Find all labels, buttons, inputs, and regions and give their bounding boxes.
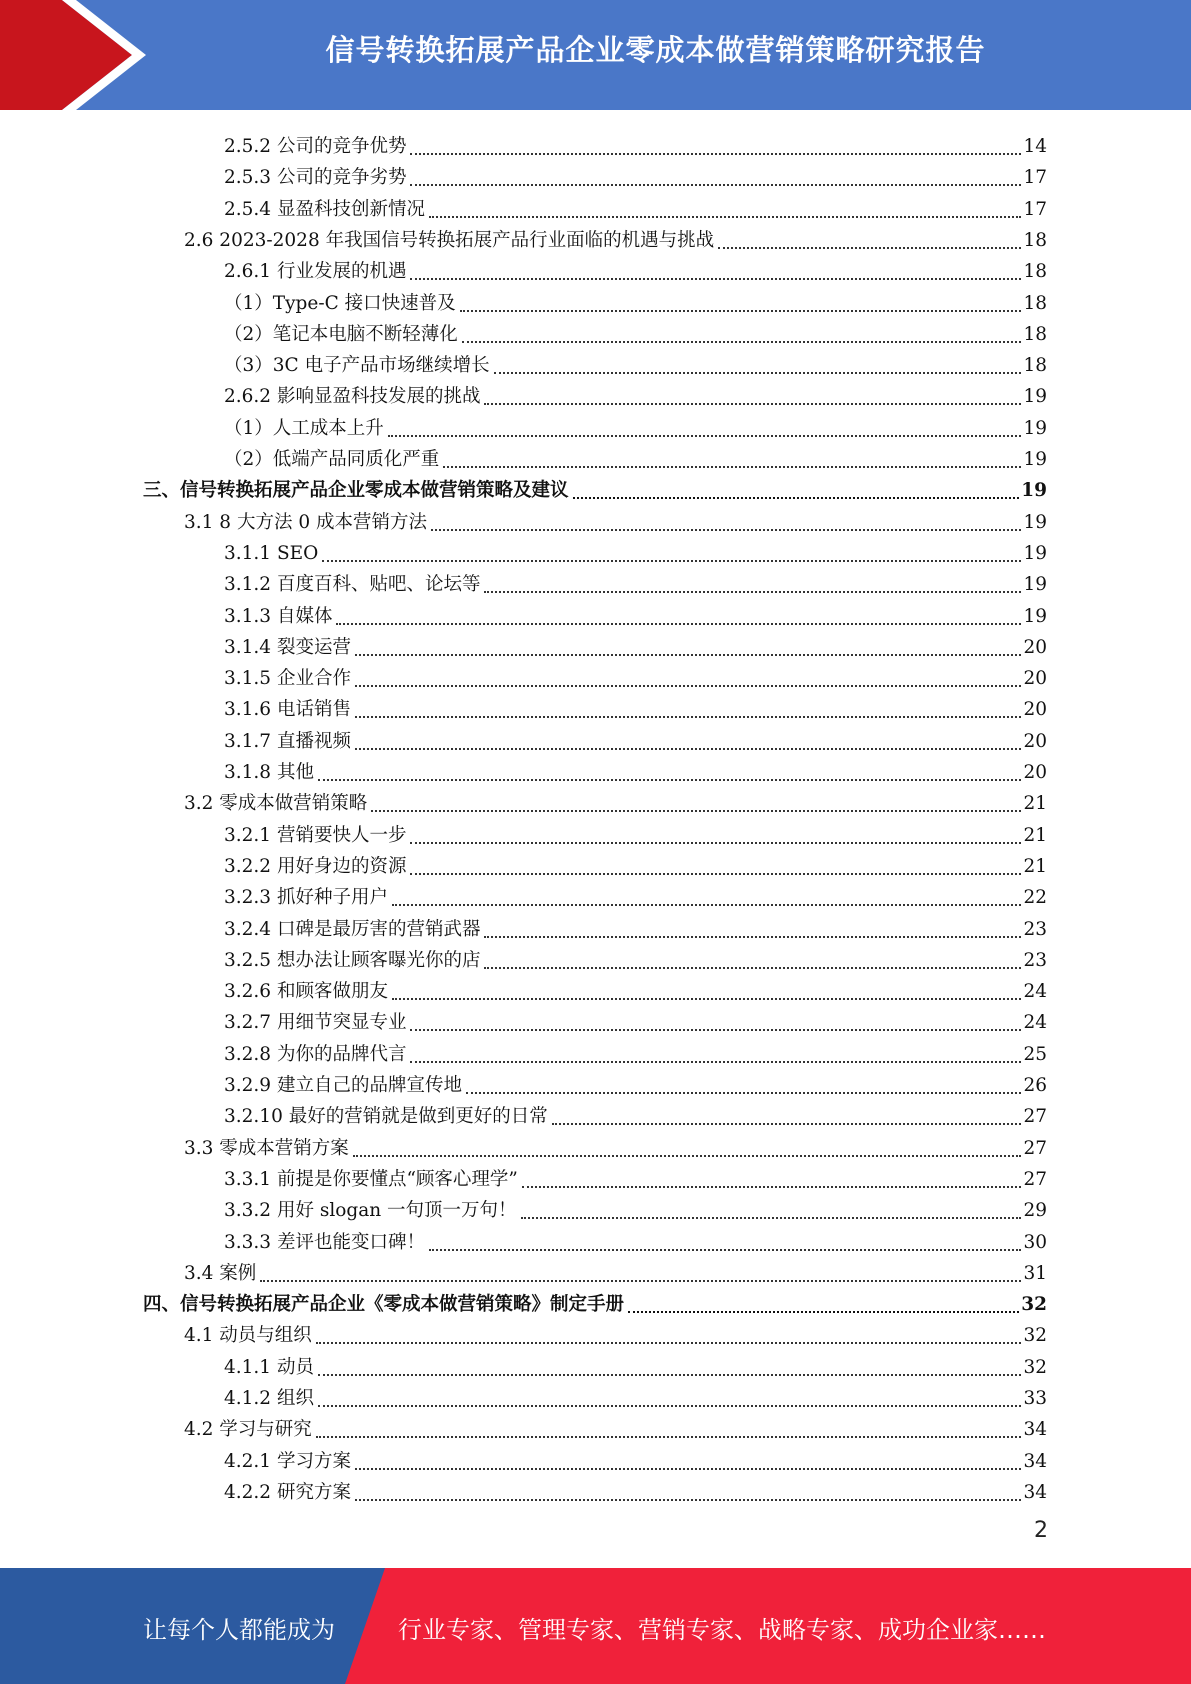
toc-entry-title: 3.2.4 口碑是最厉害的营销武器	[224, 918, 481, 940]
toc-entry[interactable]	[224, 754, 1047, 785]
toc-entry[interactable]	[224, 942, 1047, 973]
toc-entry[interactable]	[143, 472, 1047, 503]
toc-entry-page: 17	[1023, 167, 1047, 189]
toc-entry-title: 2.6 2023-2028 年我国信号转换拓展产品行业面临的机遇与挑战	[184, 229, 715, 251]
toc-leader-dots	[355, 653, 1022, 656]
toc-entry[interactable]	[224, 660, 1047, 691]
toc-entry[interactable]	[224, 691, 1047, 722]
toc-entry-page: 23	[1023, 918, 1047, 940]
toc-entry-page: 19	[1023, 449, 1047, 470]
toc-entry-page: 19	[1023, 386, 1047, 408]
toc-entry[interactable]	[224, 410, 1047, 441]
toc-entry-title: 3.1 8 大方法 0 成本营销方法	[184, 511, 427, 533]
toc-entry[interactable]	[224, 285, 1047, 316]
toc-entry-title: 4.2 学习与研究	[184, 1419, 312, 1441]
toc-leader-dots	[484, 402, 1021, 405]
toc-entry[interactable]	[224, 1224, 1047, 1255]
toc-leader-dots	[410, 183, 1021, 186]
toc-leader-dots	[318, 1404, 1022, 1407]
toc-entry-page: 22	[1023, 887, 1047, 909]
toc-leader-dots	[355, 684, 1022, 687]
toc-entry[interactable]	[184, 1130, 1047, 1161]
toc-entry-title: 3.1.1 SEO	[224, 542, 319, 564]
toc-leader-dots	[388, 434, 1022, 437]
toc-entry-page: 18	[1023, 323, 1047, 345]
toc-leader-dots	[484, 590, 1021, 593]
toc-leader-dots	[460, 309, 1022, 312]
toc-entry-title: 3.1.4 裂变运营	[224, 636, 351, 658]
toc-leader-dots	[410, 277, 1021, 280]
toc-entry[interactable]	[224, 378, 1047, 409]
toc-leader-dots	[318, 778, 1022, 781]
toc-entry-page: 20	[1023, 699, 1047, 721]
toc-entry-title: 3.1.5 企业合作	[224, 668, 351, 690]
document-title: 信号转换拓展产品企业零成本做营销策略研究报告	[325, 33, 986, 67]
toc-entry-page: 18	[1023, 261, 1047, 283]
toc-entry[interactable]	[224, 441, 1047, 472]
toc-entry-title: 3.3.3 差评也能变口碑！	[224, 1231, 425, 1253]
toc-entry-page: 31	[1023, 1262, 1047, 1284]
toc-leader-dots	[718, 246, 1021, 249]
toc-entry[interactable]	[224, 973, 1047, 1004]
toc-entry-page: 19	[1023, 542, 1047, 564]
toc-leader-dots	[392, 997, 1021, 1000]
toc-entry[interactable]	[184, 785, 1047, 816]
toc-entry-page: 18	[1023, 292, 1047, 314]
toc-entry[interactable]	[224, 1067, 1047, 1098]
toc-entry-page: 27	[1023, 1168, 1047, 1190]
toc-entry-title: 3.2.3 抓好种子用户	[224, 887, 388, 909]
toc-leader-dots	[429, 215, 1021, 218]
toc-entry[interactable]	[224, 1474, 1047, 1505]
toc-entry-page: 20	[1023, 636, 1047, 658]
toc-entry[interactable]	[224, 911, 1047, 942]
header-chevron-decoration	[0, 0, 150, 110]
toc-leader-dots	[466, 1091, 1021, 1094]
toc-entry-page: 20	[1023, 668, 1047, 690]
toc-leader-dots	[355, 1467, 1022, 1470]
toc-entry-page: 27	[1023, 1137, 1047, 1159]
toc-entry-title: 3.3.2 用好 slogan 一句顶一万句！	[224, 1200, 517, 1222]
toc-entry[interactable]	[224, 128, 1047, 159]
toc-entry-title: 3.3.1 前提是你要懂点“顾客心理学”	[224, 1168, 518, 1190]
toc-entry-title: 3.1.7 直播视频	[224, 730, 351, 752]
toc-leader-dots	[318, 1373, 1022, 1376]
toc-entry-page: 21	[1023, 855, 1047, 877]
toc-entry-page: 21	[1023, 793, 1047, 815]
toc-leader-dots	[521, 1216, 1022, 1219]
toc-entry-title: 3.2.8 为你的品牌代言	[224, 1043, 407, 1065]
toc-entry-page: 19	[1023, 574, 1047, 596]
toc-entry-page: 32	[1023, 1325, 1047, 1347]
toc-leader-dots	[494, 371, 1022, 374]
toc-entry-page: 18	[1023, 229, 1047, 251]
toc-leader-dots	[628, 1310, 1019, 1313]
toc-entry-page: 21	[1023, 824, 1047, 846]
toc-entry[interactable]	[224, 879, 1047, 910]
toc-entry[interactable]	[224, 598, 1047, 629]
toc-entry[interactable]	[184, 1255, 1047, 1286]
toc-leader-dots	[322, 559, 1021, 562]
footer-slogan-right: 行业专家、管理专家、营销专家、战略专家、成功企业家……	[398, 1616, 1046, 1644]
toc-leader-dots	[429, 1248, 1021, 1251]
toc-entry-title: 3.2 零成本做营销策略	[184, 793, 368, 815]
toc-entry[interactable]	[184, 504, 1047, 535]
toc-entry-title: 3.2.2 用好身边的资源	[224, 855, 407, 877]
toc-entry-title: （2）低端产品同质化严重	[224, 449, 440, 470]
toc-entry-title: 四、信号转换拓展产品企业《零成本做营销策略》制定手册	[143, 1294, 625, 1316]
toc-entry[interactable]	[184, 222, 1047, 253]
toc-leader-dots	[462, 340, 1022, 343]
toc-entry-title: （2）笔记本电脑不断轻薄化	[224, 323, 458, 345]
toc-leader-dots	[484, 935, 1021, 938]
toc-entry-title: 4.2.1 学习方案	[224, 1450, 351, 1472]
toc-entry[interactable]	[184, 1411, 1047, 1442]
toc-entry[interactable]	[224, 535, 1047, 566]
toc-leader-dots	[392, 903, 1021, 906]
footer-slogan-left: 让每个人都能成为	[143, 1616, 335, 1644]
toc-entry-page: 34	[1023, 1481, 1047, 1503]
toc-leader-dots	[410, 1028, 1021, 1031]
toc-entry-title: （1）人工成本上升	[224, 417, 384, 439]
toc-entry-title: 2.5.2 公司的竞争优势	[224, 136, 407, 157]
toc-entry-page: 23	[1023, 949, 1047, 971]
toc-leader-dots	[443, 465, 1021, 468]
toc-leader-dots	[522, 1185, 1022, 1188]
toc-leader-dots	[353, 1154, 1022, 1157]
toc-entry-page: 24	[1023, 981, 1047, 1003]
toc-entry-page: 19	[1021, 480, 1047, 502]
toc-entry-page: 29	[1023, 1200, 1047, 1222]
toc-entry-title: 2.6.2 影响显盈科技发展的挑战	[224, 386, 481, 408]
toc-entry-title: 3.1.6 电话销售	[224, 699, 351, 721]
toc-entry[interactable]	[184, 1317, 1047, 1348]
toc-entry-title: 三、信号转换拓展产品企业零成本做营销策略及建议	[143, 480, 569, 502]
toc-entry-page: 17	[1023, 198, 1047, 220]
toc-entry-title: 4.1.2 组织	[224, 1388, 314, 1409]
toc-entry-page: 30	[1023, 1231, 1047, 1253]
toc-entry[interactable]	[224, 347, 1047, 378]
toc-entry[interactable]	[224, 566, 1047, 597]
toc-leader-dots	[410, 1060, 1021, 1063]
toc-entry-page: 14	[1023, 136, 1047, 157]
toc-entry[interactable]	[224, 817, 1047, 848]
toc-entry-page: 25	[1023, 1043, 1047, 1065]
toc-entry-page: 19	[1023, 417, 1047, 439]
toc-entry-page: 26	[1023, 1075, 1047, 1096]
toc-leader-dots	[552, 1122, 1022, 1125]
toc-leader-dots	[316, 1341, 1022, 1344]
toc-entry-title: 4.1.1 动员	[224, 1356, 314, 1378]
toc-leader-dots	[410, 841, 1021, 844]
toc-entry-title: 4.2.2 研究方案	[224, 1481, 351, 1503]
toc-entry-page: 24	[1023, 1012, 1047, 1034]
toc-entry-page: 32	[1023, 1356, 1047, 1378]
toc-leader-dots	[410, 152, 1021, 155]
toc-entry-title: 3.2.10 最好的营销就是做到更好的日常	[224, 1106, 548, 1128]
toc-leader-dots	[336, 622, 1021, 625]
toc-entry-title: 2.6.1 行业发展的机遇	[224, 261, 407, 283]
toc-leader-dots	[316, 1435, 1022, 1438]
toc-entry-page: 34	[1023, 1450, 1047, 1472]
toc-entry[interactable]	[224, 1349, 1047, 1380]
toc-entry-title: 3.2.7 用细节突显专业	[224, 1012, 407, 1034]
toc-entry-title: 3.2.5 想办法让顾客曝光你的店	[224, 949, 481, 971]
toc-leader-dots	[355, 747, 1022, 750]
toc-entry-page: 27	[1023, 1106, 1047, 1128]
toc-leader-dots	[431, 528, 1021, 531]
page-header	[0, 0, 1191, 110]
toc-entry[interactable]	[224, 159, 1047, 190]
toc-entry-title: 3.4 案例	[184, 1262, 257, 1284]
toc-entry-page: 34	[1023, 1419, 1047, 1441]
toc-entry[interactable]	[143, 1286, 1047, 1317]
toc-entry[interactable]	[224, 191, 1047, 222]
toc-leader-dots	[573, 496, 1020, 499]
toc-entry-title: 4.1 动员与组织	[184, 1325, 312, 1347]
toc-entry[interactable]	[224, 1098, 1047, 1129]
toc-leader-dots	[355, 1498, 1022, 1501]
toc-entry-title: 3.1.8 其他	[224, 762, 314, 783]
toc-entry-title: 2.5.4 显盈科技创新情况	[224, 198, 425, 220]
toc-entry[interactable]	[224, 1443, 1047, 1474]
toc-leader-dots	[410, 872, 1021, 875]
toc-entry-title: 3.1.2 百度百科、贴吧、论坛等	[224, 574, 481, 596]
toc-entry-title: 3.2.1 营销要快人一步	[224, 824, 407, 846]
toc-entry-title: 3.2.6 和顾客做朋友	[224, 981, 388, 1003]
toc-entry-page: 19	[1023, 605, 1047, 627]
toc-entry-title: （1）Type-C 接口快速普及	[224, 292, 456, 314]
toc-entry[interactable]	[224, 253, 1047, 284]
toc-entry[interactable]	[224, 316, 1047, 347]
toc-entry-title: 3.1.3 自媒体	[224, 605, 333, 627]
toc-entry[interactable]	[224, 1036, 1047, 1067]
page-footer	[0, 1568, 1191, 1684]
toc-entry-page: 18	[1023, 355, 1047, 377]
toc-entry-page: 20	[1023, 762, 1047, 783]
toc-entry-page: 19	[1023, 511, 1047, 533]
toc-entry-page: 32	[1021, 1294, 1047, 1316]
toc-leader-dots	[484, 966, 1021, 969]
toc-entry[interactable]	[224, 1380, 1047, 1411]
toc-entry[interactable]	[224, 1192, 1047, 1223]
toc-entry-page: 20	[1023, 730, 1047, 752]
toc-leader-dots	[355, 715, 1022, 718]
toc-entry-title: 2.5.3 公司的竞争劣势	[224, 167, 407, 189]
toc-leader-dots	[371, 809, 1021, 812]
toc-entry[interactable]	[224, 723, 1047, 754]
toc-entry[interactable]	[224, 629, 1047, 660]
toc-entry-title: 3.2.9 建立自己的品牌宣传地	[224, 1075, 462, 1096]
toc-entry-title: （3）3C 电子产品市场继续增长	[224, 355, 490, 377]
toc-entry[interactable]	[224, 848, 1047, 879]
toc-entry[interactable]	[224, 1161, 1047, 1192]
page-number: 2	[1034, 1518, 1048, 1543]
toc-entry-page: 33	[1023, 1388, 1047, 1409]
toc-leader-dots	[260, 1279, 1021, 1282]
toc-entry-title: 3.3 零成本营销方案	[184, 1137, 349, 1159]
toc-entry[interactable]	[224, 1004, 1047, 1035]
